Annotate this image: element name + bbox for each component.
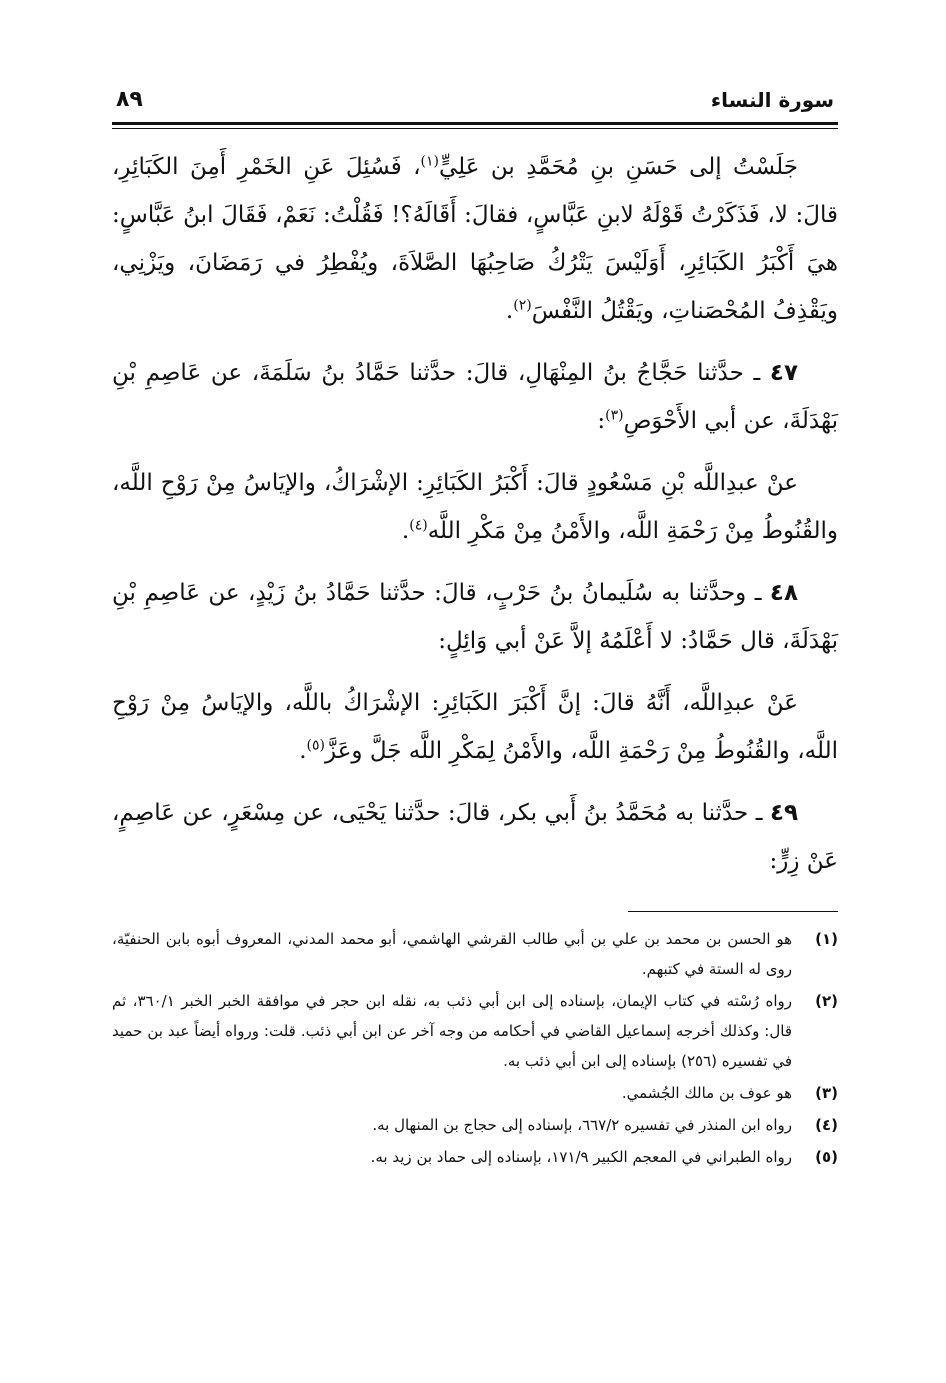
footnote-ref: (١) bbox=[420, 153, 439, 170]
footnote bbox=[112, 1078, 838, 1108]
footnote bbox=[112, 1142, 838, 1172]
main-text bbox=[112, 143, 838, 885]
paragraph-text: ـ وحدَّثنا به سُلَيمانُ بنُ حَرْبٍ، قالَ: حدَّثنا حَمَّادُ بنُ زَيْدٍ، عن عَاصِمِ بْنِ بَهْدَلَةَ، قال حَمَّادُ: لا أَعْلَمُهُ إلاَّ عَنْ أبي وَائِلٍ: bbox=[112, 580, 838, 654]
footnote bbox=[112, 1110, 838, 1140]
header-rule-thick bbox=[112, 122, 838, 125]
footnote bbox=[112, 924, 838, 984]
paragraph-text: جَلَسْتُ إلى حَسَنِ بنِ مُحَمَّدِ بن عَلِيٍّ bbox=[439, 154, 798, 180]
book-page bbox=[112, 76, 838, 1174]
footnote-ref: (٣) bbox=[605, 407, 624, 424]
footnote-number: (٣) bbox=[815, 1084, 838, 1102]
footnotes bbox=[112, 924, 838, 1172]
paragraph-text: عنْ عبدِاللَّه بْنِ مَسْعُودٍ قالَ: أَكْبَرُ الكَبَائِرِ: الإشْرَاكُ، والإيَاسُ مِنْ رَوْحِ اللَّه، والقُنُوطُ مِنْ رَحْمَةِ اللَّه، والأَمْنُ مِنْ مَكْرِ اللَّه bbox=[112, 470, 838, 544]
hadith-49-isnad bbox=[112, 789, 838, 885]
hadith-47-isnad bbox=[112, 349, 838, 445]
footnote-ref: (٥) bbox=[306, 737, 325, 754]
hadith-number: ٤٧ bbox=[769, 360, 798, 386]
header-rule-thin bbox=[112, 128, 838, 129]
footnote-text: رواه ابن المنذر في تفسيره ٦٦٧/٢، بإسناده إلى حجاج بن المنهال به. bbox=[372, 1116, 792, 1134]
hadith-number: ٤٨ bbox=[769, 580, 798, 606]
footnote-ref: (٤) bbox=[409, 517, 428, 534]
footnote-ref: (٢) bbox=[513, 297, 532, 314]
paragraph-text: عَنْ عبدِاللَّه، أَنَّهُ قالَ: إنَّ أَكْبَرَ الكَبَائِرِ: الإشْرَاكُ باللَّه، والإيَاسُ مِنْ رَوْحِ اللَّه، والقُنُوطُ مِنْ رَحْمَةِ اللَّه، والأَمْنُ لِمَكْرِ اللَّه جَلَّ وعَزَّ bbox=[112, 690, 838, 764]
hadith-48-isnad bbox=[112, 569, 838, 665]
footnote-separator bbox=[628, 911, 838, 912]
footnote-text: هو عوف بن مالك الجُشمي. bbox=[621, 1084, 792, 1102]
footnote-number: (٤) bbox=[815, 1116, 838, 1134]
paragraph-end: : bbox=[597, 408, 606, 434]
footnote-number: (١) bbox=[815, 930, 838, 948]
hadith-47-matn bbox=[112, 459, 838, 555]
paragraph-continuation bbox=[112, 143, 838, 335]
paragraph-text: ـ حدَّثنا حَجَّاجُ بنُ المِنْهَالِ، قالَ: حدَّثنا حَمَّادُ بنُ سَلَمَةَ، عن عَاصِمِ بْنِ بَهْدَلَةَ، عن أبي الأَحْوَصِ bbox=[112, 360, 838, 434]
paragraph-text: ـ حدَّثنا به مُحَمَّدُ بنُ أَبي بكر، قالَ: حدَّثنا يَحْيَى، عن مِسْعَرٍ، عن عَاصِمٍ، عَنْ زِرٍّ: bbox=[112, 800, 838, 874]
paragraph-end: . bbox=[505, 298, 514, 324]
paragraph-text: ، فَسُئِلَ عَنِ الخَمْرِ أَمِنَ الكَبَائِرِ، قالَ: لا، فَذَكَرْتُ قَوْلَهُ لابنِ عَبَّاسٍ، فقالَ: أَقَالَهُ؟! فَقُلْتُ: نَعَمْ، فَقَالَ ابنُ عَبَّاسٍ: هيَ أَكْبَرُ الكَبَائِرِ، أَوَلَيْسَ يَتْرُكُ صَاحِبُهَا الصَّلاَةَ، ويُفْطِرُ في رَمَضَانَ، ويَزْنِي، ويَقْذِفُ المُحْصَناتِ، ويَقْتُلُ النَّفْسَ bbox=[112, 154, 838, 324]
footnote-text: هو الحسن بن محمد بن علي بن أبي طالب القرشي الهاشمي، أبو محمد المدني، المعروف أبوه بابن الحنفيّة، روى له الستة في كتبهم. bbox=[112, 930, 792, 978]
paragraph-end: . bbox=[401, 518, 410, 544]
page-number: ٨٩ bbox=[116, 87, 143, 112]
footnote-text: رواه الطبراني في المعجم الكبير ١٧١/٩، بإسناده إلى حماد بن زيد به. bbox=[370, 1148, 792, 1166]
hadith-48-matn bbox=[112, 679, 838, 775]
running-head bbox=[112, 76, 838, 112]
footnote bbox=[112, 986, 838, 1076]
footnote-text: رواه رُسْته في كتاب الإيمان، بإسناده إلى ابن أبي ذئب به، نقله ابن حجر في موافقة الخبر الخبر ٣٦٠/١، ثم قال: وكذلك أخرجه إسماعيل القاضي في أحكامه من وجه آخر عن ابن أبي ذئب. قلت: ورواه أيضاً عبد بن حميد في تفسيره (٢٥٦) بإسناده إلى ابن أبي ذئب به. bbox=[112, 992, 792, 1070]
paragraph-end: . bbox=[299, 738, 307, 764]
footnote-number: (٢) bbox=[815, 992, 838, 1010]
surah-name: سورة النساء bbox=[710, 88, 834, 112]
hadith-number: ٤٩ bbox=[769, 800, 799, 826]
footnote-number: (٥) bbox=[815, 1148, 838, 1166]
